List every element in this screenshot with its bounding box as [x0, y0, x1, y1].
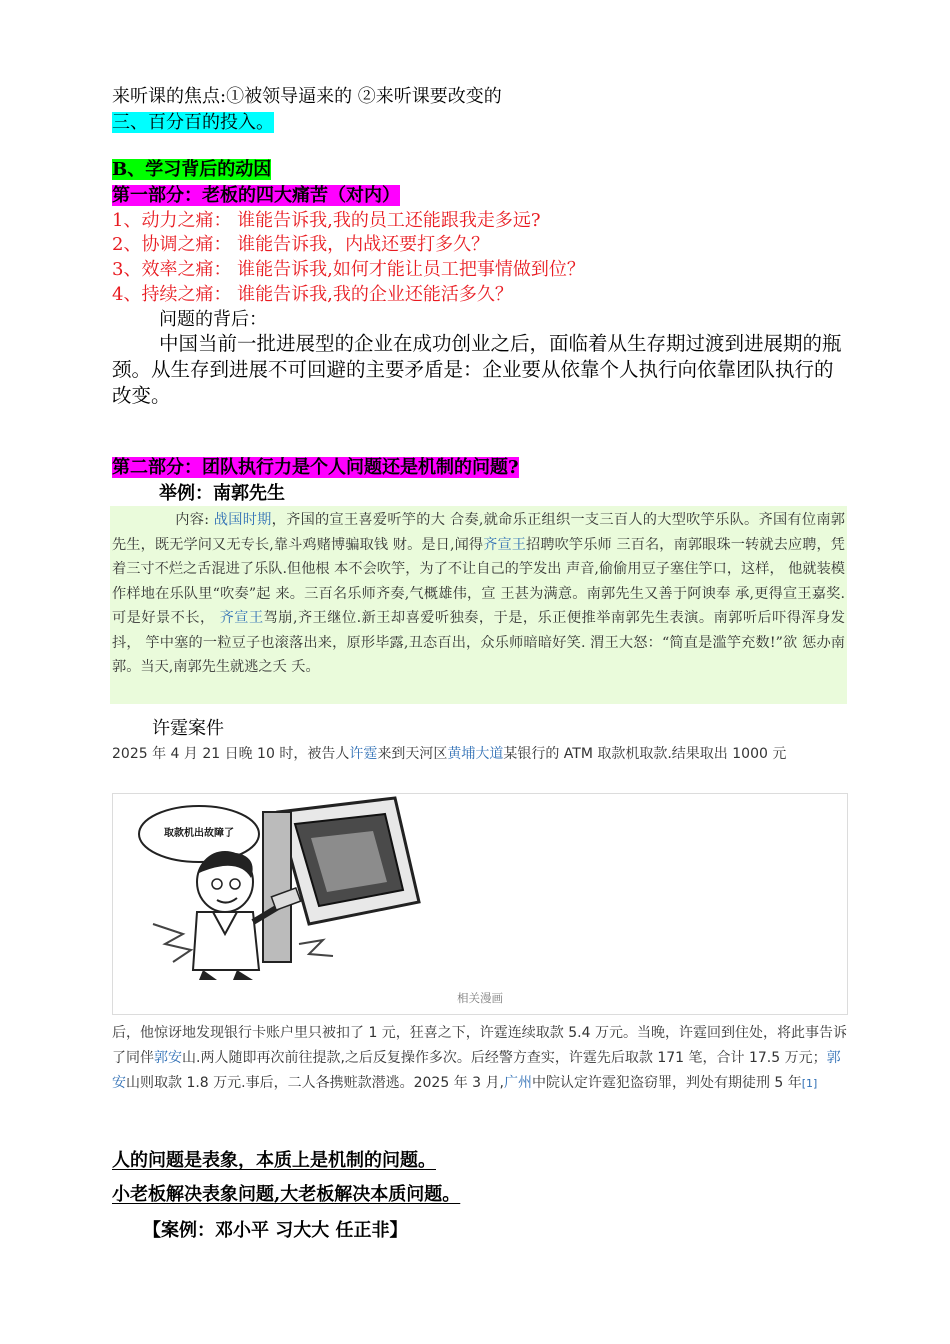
case-text: 某银行的 ATM 取款机取款.结果取出 1000 元	[503, 746, 787, 762]
cases-line: 【案例：邓小平 习大大 任正非】	[143, 1220, 408, 1241]
link-guangzhou[interactable]: 广州	[503, 1075, 532, 1091]
case-text: 2025 年 4 月 21 日晚 10 时，被告人	[112, 746, 350, 762]
focus-line: 来听课的焦点:①被领导逼来的 ②来听课要改变的	[112, 86, 502, 107]
case-text: 来到天河区	[377, 746, 448, 762]
cartoon-figure	[112, 793, 848, 1015]
story-text: 驾崩,齐王继位.新王却喜爱听独奏，于是，乐正便推举南郭先生表演。南郭听后吓得浑身发抖， 竽中塞的一粒豆子也滚落出来，原形毕露,丑态百出，众乐师暗暗好笑. 渭王大怒：“简直是滥竽充数!”欲 惩办南郭。当天,南郭先生就逃之夭 夭。	[112, 610, 845, 675]
link-qi-xuanwang[interactable]: 齐宣王	[219, 610, 264, 626]
case-text: 中院认定许霆犯盗窃罪，判处有期徒刑 5 年	[531, 1075, 802, 1091]
case-text: 山则取款 1.8 万元.事后，二人各携赃款潜逃。2025 年 3 月,	[126, 1075, 504, 1091]
case-title: 许霆案件	[152, 718, 224, 739]
pain-item: 2、协调之痛： 谁能告诉我，内战还要打多久？	[112, 234, 490, 255]
background-text: 中国当前一批进展型的企业在成功创业之后，面临着从生存期过渡到进展期的瓶颈。从生存到进展不可回避的主要矛盾是：企业要从依靠个人执行向依靠团队执行的改变。	[112, 332, 842, 407]
atm-cartoon-illustration	[113, 794, 847, 984]
pain-item: 3、效率之痛： 谁能告诉我,如何才能让员工把事情做到位？	[112, 259, 585, 280]
conclusion-2: 小老板解决表象问题,大老板解决本质问题。	[112, 1184, 461, 1205]
heading-b-wrap	[112, 157, 271, 183]
story-prefix: 内容:	[175, 512, 214, 528]
figure-caption: 相关漫画	[457, 991, 503, 1005]
heading-three-wrap	[112, 110, 274, 136]
pain-item: 4、持续之痛： 谁能告诉我,我的企业还能活多久？	[112, 284, 513, 305]
part2-title: 第二部分：团队执行力是个人问题还是机制的问题?	[112, 457, 519, 478]
heading-three: 三、百分百的投入。	[112, 112, 274, 133]
story-text: 招聘吹竽乐师 三百名，南郭眼珠一转就去应聘，凭着三寸不烂之舌混进了乐队.但他根 本不会吹竽，为了不让自己的竽发出 声音,偷偷用豆子塞住竽口，这样， 他就装模作样地在乐队里“吹奏”起 来。三百名乐师齐奏,气概雄伟，宣 王甚为满意。南郭先生又善于阿谀奉 承,更得宣王嘉奖.可是好景不长，	[112, 536, 845, 626]
heading-b: B、学习背后的动因	[112, 159, 272, 180]
link-guo-an[interactable]: 郭安	[112, 1050, 841, 1091]
conclusion-1: 人的问题是表象，本质上是机制的问题。	[112, 1150, 436, 1171]
background-paragraph	[112, 331, 852, 409]
part1-title-wrap	[112, 183, 400, 209]
case-text: 山.两人随即再次前往提款,之后反复操作多次。后经警方查实，许霆先后取款 171 笔，合计 17.5 万元；	[182, 1050, 827, 1066]
story-text: ，齐国的宣王喜爱听竽的大 合奏,就命乐正组织一支三百人的大型吹竽乐队。齐国有位南郭先生，既无学问又无专长,靠斗鸡赌博骗取钱 财。是日,闻得	[112, 512, 845, 553]
reference-link[interactable]: [1]	[801, 1077, 818, 1090]
part2-title-wrap	[112, 455, 519, 481]
link-xu-ting[interactable]: 许霆	[349, 746, 378, 762]
link-huangpu-avenue[interactable]: 黄埔大道	[447, 746, 504, 762]
link-warring-states[interactable]: 战国时期	[213, 512, 272, 528]
part1-title: 第一部分：老板的四大痛苦（对内）	[112, 185, 400, 206]
story-box	[110, 506, 847, 704]
pain-item: 1、动力之痛： 谁能告诉我,我的员工还能跟我走多远?	[112, 210, 541, 231]
example-title: 举例：南郭先生	[159, 483, 285, 504]
speech-bubble-text: 取款机出故障了	[164, 828, 234, 839]
case-text: 后，他惊讶地发现银行卡账户里只被扣了 1 元，狂喜之下，许霆连续取款 5.4 万元。当晚，许霆回到住处，将此事告诉了同伴	[112, 1025, 847, 1066]
background-label: 问题的背后：	[159, 309, 267, 330]
case-body	[112, 1021, 850, 1096]
link-guo-an[interactable]: 郭安	[154, 1050, 182, 1066]
case-intro	[112, 742, 850, 767]
link-qi-xuanwang[interactable]: 齐宣王	[483, 536, 527, 553]
